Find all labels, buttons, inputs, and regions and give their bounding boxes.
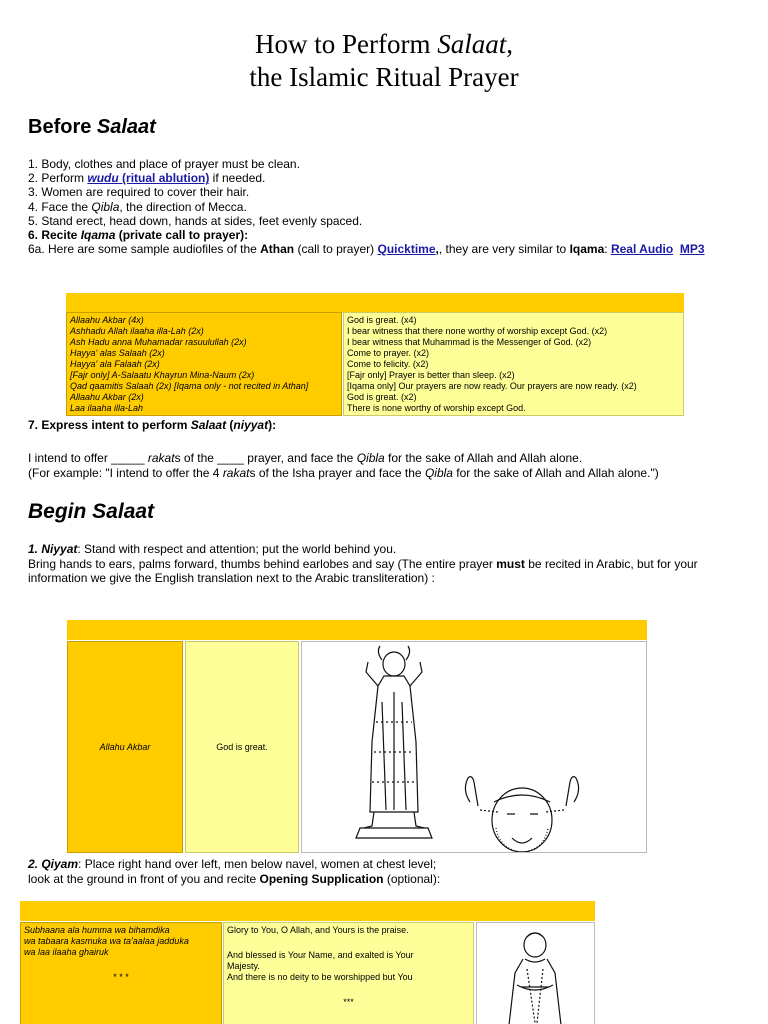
list-item: 2. Perform wudu (ritual ablution) if needed.: [28, 171, 266, 186]
takbir-illustration: [301, 641, 647, 853]
athan-english-cell: [343, 312, 684, 416]
qiyam-figure-drawing: [477, 923, 594, 1024]
table-cell: God is great. (x4): [347, 315, 417, 325]
table-cell: Subhaana ala humma wa bihamdika: [24, 925, 170, 935]
begin-salaat-heading: Begin Salaat: [28, 500, 155, 523]
quicktime-link[interactable]: Quicktime: [377, 242, 436, 257]
table-cell: Allaahu Akbar (4x): [70, 315, 144, 325]
table-cell: Hayya' alas Salaah (2x): [70, 348, 165, 358]
table-cell: God is great. (x2): [347, 392, 417, 402]
step2-text: 2. Qiyam: Place right hand over left, men below navel, women at chest level; look at the ground in front of you and recite Opening Supplication (optional):: [28, 857, 441, 886]
table-cell: [Fajr only] A-Salaatu Khayrun Mina-Naum (2x): [70, 370, 255, 380]
step1-text: 1. Niyyat: Stand with respect and attention; put the world behind you. Bring hands to ears, palms forward, thumbs behind earlobes and say (The entire prayer must be recited in Arabic, but for your information we give the English translation next to the Arabic transliteration) :: [28, 542, 698, 585]
table-cell: Laa ilaaha illa-Lah: [70, 403, 144, 413]
takbir-english-cell: God is great.: [185, 641, 299, 853]
table-cell: And blessed is Your Name, and exalted is Your: [227, 950, 414, 960]
table-cell: Glory to You, O Allah, and Yours is the praise.: [227, 925, 409, 935]
table-cell: Qad qaamitis Salaah (2x) [Iqama only - not recited in Athan]: [70, 381, 309, 391]
supplication-english-cell: [223, 922, 474, 1024]
intent-heading: 7. Express intent to perform Salaat (niyyat):: [28, 418, 277, 432]
wudu-link[interactable]: wudu (ritual ablution): [87, 171, 210, 186]
table-cell: I bear witness that Muhammad is the Messenger of God. (x2): [347, 337, 592, 347]
athan-arabic-cell: [66, 312, 342, 416]
table-cell: Ashhadu Allah ilaaha illa-Lah (2x): [70, 326, 204, 336]
list-item: 3. Women are required to cover their hair.: [28, 185, 250, 200]
table-cell: [Iqama only] Our prayers are now ready. Our prayers are now ready. (x2): [347, 381, 637, 391]
mp3-link[interactable]: MP3: [679, 242, 705, 257]
table-cell: And there is no deity to be worshipped but You: [227, 972, 413, 982]
table-cell: wa laa ilaaha ghairuk: [24, 947, 109, 957]
table-cell: wa tabaara kasmuka wa ta'aalaa jadduka: [24, 936, 189, 946]
list-item: 6a. Here are some sample audiofiles of the Athan (call to prayer) Quicktime,, they are very similar to Iqama: Real Audio MP3: [28, 242, 705, 257]
table-cell: Majesty.: [227, 961, 260, 971]
table-cell: [Fajr only] Prayer is better than sleep. (x2): [347, 370, 515, 380]
supplication-arabic-cell: [20, 922, 222, 1024]
qiyam-illustration: [476, 922, 595, 1024]
table-cell: Allaahu Akbar (2x): [70, 392, 144, 402]
table-cell: * * *: [113, 972, 129, 982]
table-cell: Come to felicity. (x2): [347, 359, 429, 369]
supplication-table-header: [20, 901, 595, 921]
table-cell: I bear witness that there none worthy of worship except God. (x2): [347, 326, 608, 336]
standing-figure-drawing: [302, 642, 646, 852]
table-cell: There is none worthy of worship except God.: [347, 403, 526, 413]
table-cell: ***: [343, 997, 354, 1007]
athan-table: [66, 312, 684, 416]
list-item: 4. Face the Qibla, the direction of Mecca.: [28, 199, 247, 214]
table-cell: Come to prayer. (x2): [347, 348, 430, 358]
takbir-arabic-cell: Allahu Akbar: [67, 641, 183, 853]
athan-table-header: [66, 293, 684, 313]
page-title: How to Perform Salaat, the Islamic Ritual Prayer: [249, 29, 519, 92]
table-cell: Ash Hadu anna Muhamadar rasuulullah (2x): [70, 337, 247, 347]
takbir-table-header: [67, 620, 647, 640]
before-salaat-heading: Before Salaat: [28, 116, 156, 138]
before-list: [28, 157, 705, 256]
list-item: 1. Body, clothes and place of prayer must be clean.: [28, 157, 300, 171]
real-audio-link[interactable]: Real Audio: [610, 242, 674, 257]
intent-text: I intend to offer _____ rakats of the ____ prayer, and face the Qibla for the sake of Allah and Allah alone. (For example: "I intend to offer the 4 rakats of the Isha prayer and face the Qibla for the sake of Allah and Allah alone."): [28, 451, 659, 480]
table-cell: Hayya' ala Falaah (2x): [70, 359, 160, 369]
list-item: 5. Stand erect, head down, hands at sides, feet evenly spaced.: [28, 213, 363, 228]
list-item: 6. Recite Iqama (private call to prayer):: [28, 228, 249, 243]
